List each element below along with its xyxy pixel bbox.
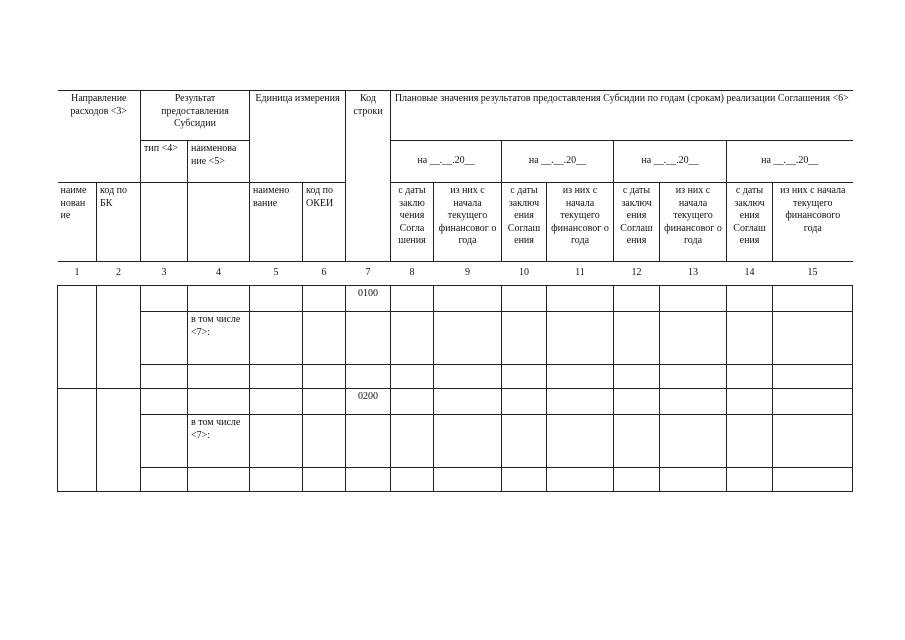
including-label: в том числе <7>: xyxy=(188,312,250,365)
since-agreement-header-4: с даты заключ ения Соглаш ения xyxy=(727,183,773,262)
table-cell[interactable] xyxy=(614,389,660,415)
bk-code-cell[interactable] xyxy=(97,389,141,492)
column-number: 11 xyxy=(547,262,614,286)
table-cell[interactable] xyxy=(727,312,773,365)
table-row xyxy=(58,389,853,415)
table-cell[interactable] xyxy=(391,468,434,492)
table-cell[interactable] xyxy=(660,312,727,365)
table-row xyxy=(58,468,853,492)
table-cell[interactable] xyxy=(303,286,346,312)
ytd-header-1: из них с начала текущего финансовог о года xyxy=(434,183,502,262)
table-cell[interactable] xyxy=(434,286,502,312)
ytd-header-4: из них с начала текущего финансового года xyxy=(773,183,853,262)
table-cell[interactable] xyxy=(547,312,614,365)
table-cell[interactable] xyxy=(250,468,303,492)
bk-code-header: код по БК xyxy=(97,183,141,262)
table-cell[interactable] xyxy=(188,389,250,415)
result-name-header: наименова ние <5> xyxy=(188,141,250,183)
table-cell[interactable] xyxy=(141,286,188,312)
column-number: 3 xyxy=(141,262,188,286)
okei-code-header: код по ОКЕИ xyxy=(303,183,346,262)
since-agreement-header-3: с даты заключ ения Соглаш ения xyxy=(614,183,660,262)
table-cell[interactable] xyxy=(502,415,547,468)
table-cell[interactable] xyxy=(502,468,547,492)
column-number: 10 xyxy=(502,262,547,286)
table-cell[interactable] xyxy=(391,365,434,389)
line-code-cell: 0100 xyxy=(346,286,391,312)
table-cell[interactable] xyxy=(250,415,303,468)
table-cell[interactable] xyxy=(614,312,660,365)
column-number: 12 xyxy=(614,262,660,286)
column-number: 1 xyxy=(58,262,97,286)
table-cell[interactable] xyxy=(141,415,188,468)
table-cell[interactable] xyxy=(614,415,660,468)
line-code-header: Код строки xyxy=(346,91,391,262)
table-cell[interactable] xyxy=(502,312,547,365)
result-name-blank xyxy=(188,183,250,262)
table-cell[interactable] xyxy=(614,365,660,389)
table-cell[interactable] xyxy=(188,468,250,492)
header-row-2 xyxy=(58,141,853,183)
since-agreement-header-2: с даты заключ ения Соглаш ения xyxy=(502,183,547,262)
unit-header: Единица измерения xyxy=(250,91,346,183)
table-cell[interactable] xyxy=(188,365,250,389)
table-row xyxy=(58,286,853,312)
table-cell[interactable] xyxy=(660,389,727,415)
direction-name-header: наиме нован ие xyxy=(58,183,97,262)
result-type-header: тип <4> xyxy=(141,141,188,183)
table-cell[interactable] xyxy=(391,312,434,365)
table-cell[interactable] xyxy=(502,286,547,312)
column-number: 7 xyxy=(346,262,391,286)
table-cell[interactable] xyxy=(434,389,502,415)
table-cell[interactable] xyxy=(547,389,614,415)
column-number: 4 xyxy=(188,262,250,286)
header-row-3 xyxy=(58,183,853,262)
table-cell[interactable] xyxy=(141,365,188,389)
column-number: 14 xyxy=(727,262,773,286)
period-header-2: на __.__.20__ xyxy=(502,141,614,183)
line-code-cell: 0200 xyxy=(346,389,391,415)
table-cell[interactable] xyxy=(346,468,391,492)
table-cell[interactable] xyxy=(773,286,853,312)
table-cell[interactable] xyxy=(727,468,773,492)
column-number: 8 xyxy=(391,262,434,286)
table-cell[interactable] xyxy=(773,312,853,365)
table-cell[interactable] xyxy=(727,389,773,415)
unit-name-header: наимено вание xyxy=(250,183,303,262)
header-row-1 xyxy=(58,91,853,141)
table-cell[interactable] xyxy=(303,389,346,415)
table-cell[interactable] xyxy=(346,365,391,389)
column-numbers-row xyxy=(58,262,853,286)
table-cell[interactable] xyxy=(773,415,853,468)
column-number: 13 xyxy=(660,262,727,286)
table-cell[interactable] xyxy=(773,365,853,389)
subsidy-results-table xyxy=(57,90,853,492)
table-cell[interactable] xyxy=(434,468,502,492)
column-number: 5 xyxy=(250,262,303,286)
table-cell[interactable] xyxy=(660,286,727,312)
column-number: 15 xyxy=(773,262,853,286)
table-cell[interactable] xyxy=(614,468,660,492)
table-cell[interactable] xyxy=(434,312,502,365)
table-cell[interactable] xyxy=(303,365,346,389)
table-cell[interactable] xyxy=(773,389,853,415)
table-cell[interactable] xyxy=(141,468,188,492)
table-cell[interactable] xyxy=(547,415,614,468)
table-row xyxy=(58,365,853,389)
table-cell[interactable] xyxy=(502,365,547,389)
direction-name-cell[interactable] xyxy=(58,286,97,389)
column-number: 6 xyxy=(303,262,346,286)
table-cell[interactable] xyxy=(141,312,188,365)
ytd-header-2: из них с начала текущего финансовог о года xyxy=(547,183,614,262)
table-cell[interactable] xyxy=(660,415,727,468)
table-row xyxy=(58,312,853,365)
table-cell[interactable] xyxy=(773,468,853,492)
direction-name-cell[interactable] xyxy=(58,389,97,492)
table-cell[interactable] xyxy=(391,286,434,312)
table-cell[interactable] xyxy=(547,468,614,492)
bk-code-cell[interactable] xyxy=(97,286,141,389)
since-agreement-header-1: с даты заклю чения Согла шения xyxy=(391,183,434,262)
column-number: 2 xyxy=(97,262,141,286)
period-header-3: на __.__.20__ xyxy=(614,141,727,183)
result-type-blank xyxy=(141,183,188,262)
planned-values-header: Плановые значения результатов предоставления Субсидии по годам (срокам) реализации Соглашения <6> xyxy=(391,91,853,141)
table-row xyxy=(58,415,853,468)
period-header-4: на __.__.20__ xyxy=(727,141,853,183)
table-cell[interactable] xyxy=(250,365,303,389)
table-cell[interactable] xyxy=(727,365,773,389)
table-cell[interactable] xyxy=(188,286,250,312)
table-cell[interactable] xyxy=(391,415,434,468)
table-cell[interactable] xyxy=(727,415,773,468)
table-cell[interactable] xyxy=(434,365,502,389)
table-cell[interactable] xyxy=(346,312,391,365)
table-cell[interactable] xyxy=(660,468,727,492)
table-cell[interactable] xyxy=(250,312,303,365)
table-cell[interactable] xyxy=(547,365,614,389)
table-cell[interactable] xyxy=(303,415,346,468)
column-number: 9 xyxy=(434,262,502,286)
table-cell[interactable] xyxy=(660,365,727,389)
period-header-1: на __.__.20__ xyxy=(391,141,502,183)
table-cell[interactable] xyxy=(614,286,660,312)
table-cell[interactable] xyxy=(141,389,188,415)
table-cell[interactable] xyxy=(346,415,391,468)
table-cell[interactable] xyxy=(727,286,773,312)
ytd-header-3: из них с начала текущего финансовог о года xyxy=(660,183,727,262)
including-label: в том числе <7>: xyxy=(188,415,250,468)
table-cell[interactable] xyxy=(547,286,614,312)
result-header: Результат предоставления Субсидии xyxy=(141,91,250,141)
table-cell[interactable] xyxy=(434,415,502,468)
table-cell[interactable] xyxy=(391,389,434,415)
table-cell[interactable] xyxy=(303,468,346,492)
direction-header: Направление расходов <3> xyxy=(58,91,141,183)
table-cell[interactable] xyxy=(502,389,547,415)
table-cell[interactable] xyxy=(250,286,303,312)
table-cell[interactable] xyxy=(303,312,346,365)
table-cell[interactable] xyxy=(250,389,303,415)
